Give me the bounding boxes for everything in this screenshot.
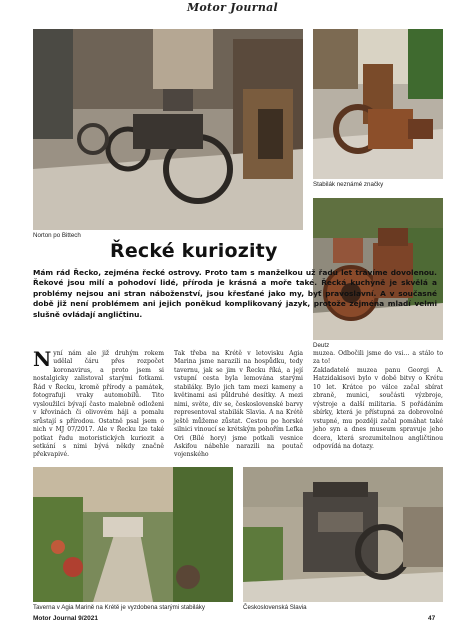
- photo-taverna-agia-marina: [33, 467, 233, 602]
- masthead-logo: Motor Journal: [186, 1, 279, 14]
- footer-issue: Motor Journal 9/2021: [33, 615, 99, 622]
- caption-norton: Norton po Bittech: [33, 232, 81, 239]
- article-column-2: Tak třeba na Krétě v letovisku Agia Marina jsme narazili na hospůdku, tedy tavernu, jak se jim v Řecku říká, a její vstupní cesta byla lemována starými stabiláky. Bylo jich tam mezi kameny a květinami asi půldruhé desítky. A mezi nimi, světe, div se, československé barvy representoval stabilák Slavia. A na Krétě ještě můžeme zůstat. Cestou po horské silnici vinoucí se krétským pohořím Lefka Ori (Bílé hory) jsme potkali vesnice Askifou nábehle narazili na poutač vojenského: [174, 350, 303, 459]
- caption-deutz: Deutz: [313, 342, 330, 349]
- caption-slavia: Československá Slavia: [243, 604, 307, 611]
- article-column-1: [33, 347, 164, 460]
- drop-cap: N: [33, 347, 52, 371]
- caption-unknown-engine: Stabilák neznámé značky: [313, 181, 384, 188]
- article-title: Řecké kuriozity: [110, 240, 278, 262]
- article-column-3: muzea. Odbočili jsme do vsi… a stálo to za to! Zakladatelé muzea panu Georgi A. Hatzidakisovi bylo v době bitvy o Krétu 10 let. Krátce po válce začal sbírat zbraně, munici, součásti výzbroje, výstroje a další militaria. S pořádáním sbírky, která je přístupná za dobrovolné vstupné, mu později začal pomáhat také jeho syn a dnes museum spravuje jeho dcera, která srozumitelnou angličtinou odpovídá na dotazy.: [313, 350, 443, 450]
- page-number: 47: [428, 615, 436, 622]
- caption-taverna: Taverna v Agia Marině na Krétě je vyzdobena starými stabiláky: [33, 604, 205, 611]
- photo-unknown-stationary-engine: [313, 29, 443, 179]
- photo-slavia-engine: [243, 467, 443, 602]
- photo-norton-motorcycle: [33, 29, 303, 230]
- column-1-text: yní nám ale již druhým rokem udělal čáru přes rozpočet koronavirus, a proto jsem si nostalgicky zalistoval starými fotkami. Řád v Řecku, kromě přírody a památek, fotografuji vraky automobilů. Tito vysloužilci bývají často malebně odloženi v křovinách či olivovém háji a pomalu srůstají s přírodou. Ostatně psal jsem o nich v MJ 07/2017. Ale v Řecku lze také potkat řadu motoristických kuriozit a setkání s nimi bývá někdy značně překvapivé.: [33, 350, 164, 459]
- article-lead: Mám rád Řecko, zejména řecké ostrovy. Proto tam s manželkou už řadu let trávíme dovolenou. Řekové jsou milí a pohodoví lidé, příroda je krásná a moře také. Řecká kuchyně je skvělá a problémy nejsou ani stran náboženství, jsou křesťané jako my, byť pravoslavní. A v současné době již není problémem ani jejich poněkud komplikovaný jazyk, protože zejména mladí velmi slušně ovládají angličtinu.: [33, 268, 437, 319]
